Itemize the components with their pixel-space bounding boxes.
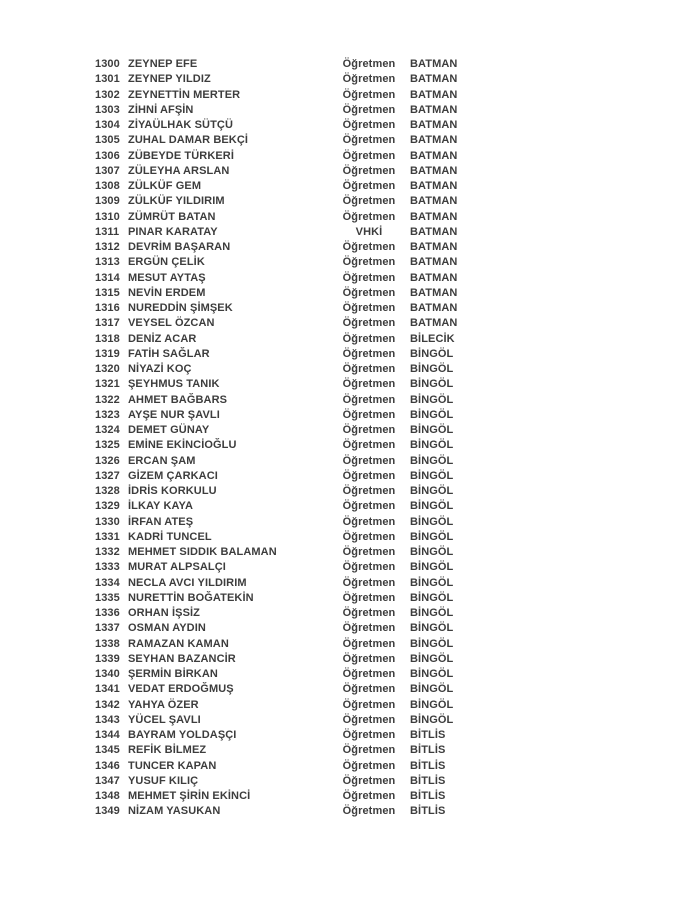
- job-title: Öğretmen: [342, 424, 396, 436]
- row-number: 1341: [95, 683, 120, 696]
- person-name: FATİH SAĞLAR: [128, 347, 210, 360]
- person-name: NURETTİN BOĞATEKİN: [128, 591, 254, 604]
- province-name: BATMAN: [410, 271, 458, 284]
- person-name: GİZEM ÇARKACI: [128, 469, 218, 482]
- province-name: BİNGÖL: [410, 469, 454, 482]
- table-row: [0, 576, 700, 591]
- job-title: Öğretmen: [342, 500, 396, 513]
- person-name: ZÜMRÜT BATAN: [128, 210, 216, 223]
- province-name: BİNGÖL: [410, 515, 454, 528]
- province-name: BİNGÖL: [410, 591, 454, 604]
- table-row: [0, 103, 700, 118]
- province-name: BATMAN: [410, 210, 458, 223]
- row-number: 1317: [95, 317, 120, 330]
- job-title: Öğretmen: [342, 149, 396, 162]
- person-name: TUNCER KAPAN: [128, 759, 217, 772]
- job-title: Öğretmen: [342, 530, 396, 543]
- row-number: 1335: [95, 591, 120, 604]
- table-row: [0, 560, 700, 575]
- province-name: BATMAN: [410, 58, 458, 70]
- person-name: İDRİS KORKULU: [128, 485, 217, 497]
- row-number: 1312: [95, 241, 120, 253]
- person-name: ORHAN İŞSİZ: [128, 607, 200, 619]
- job-title: Öğretmen: [342, 271, 396, 284]
- person-name: İLKAY KAYA: [128, 500, 193, 513]
- job-title: Öğretmen: [342, 439, 396, 452]
- person-name: NEVİN ERDEM: [128, 286, 206, 299]
- table-row: [0, 179, 700, 194]
- row-number: 1338: [95, 637, 120, 650]
- row-number: 1344: [95, 729, 120, 741]
- row-number: 1329: [95, 500, 120, 513]
- province-name: BATMAN: [410, 119, 458, 131]
- job-title: Öğretmen: [342, 286, 396, 299]
- province-name: BİNGÖL: [410, 500, 454, 513]
- job-title: Öğretmen: [342, 363, 396, 375]
- person-name: AYŞE NUR ŞAVLI: [128, 408, 220, 421]
- person-name: YAHYA ÖZER: [128, 698, 199, 711]
- table-row: [0, 362, 700, 377]
- province-name: BATMAN: [410, 241, 458, 253]
- job-title: Öğretmen: [342, 332, 396, 345]
- job-title: Öğretmen: [342, 744, 396, 757]
- row-number: 1343: [95, 713, 120, 726]
- province-name: BİNGÖL: [410, 561, 454, 574]
- person-name: ZEYNETTİN MERTER: [128, 88, 241, 101]
- person-name: NUREDDİN ŞİMŞEK: [128, 302, 233, 314]
- province-name: BİNGÖL: [410, 424, 454, 436]
- table-row: [0, 682, 700, 697]
- table-row: [0, 438, 700, 453]
- province-name: BİTLİS: [410, 774, 446, 787]
- job-title: Öğretmen: [342, 454, 396, 467]
- row-number: 1301: [95, 73, 120, 86]
- table-row: [0, 377, 700, 392]
- person-name: ZEYNEP EFE: [128, 58, 198, 70]
- table-row: [0, 652, 700, 667]
- row-number: 1348: [95, 790, 120, 802]
- province-name: BİNGÖL: [410, 607, 454, 619]
- row-number: 1326: [95, 454, 120, 467]
- table-row: [0, 149, 700, 164]
- table-row: [0, 57, 700, 72]
- table-row: [0, 804, 700, 819]
- province-name: BATMAN: [410, 195, 458, 208]
- province-name: BİNGÖL: [410, 485, 454, 497]
- person-name: EMİNE EKİNCİOĞLU: [128, 439, 237, 452]
- person-name: AHMET BAĞBARS: [128, 393, 228, 406]
- job-title: Öğretmen: [342, 546, 396, 558]
- row-number: 1336: [95, 607, 120, 619]
- job-title: Öğretmen: [342, 256, 396, 269]
- row-number: 1342: [95, 698, 120, 711]
- row-number: 1302: [95, 88, 120, 101]
- province-name: BATMAN: [410, 256, 458, 269]
- job-title: Öğretmen: [342, 134, 396, 147]
- person-name: ZİYAÜLHAK SÜTÇÜ: [128, 119, 233, 131]
- row-number: 1339: [95, 652, 120, 665]
- table-row: [0, 393, 700, 408]
- person-name: RAMAZAN KAMAN: [128, 637, 229, 650]
- table-row: [0, 743, 700, 758]
- person-name: ZÜBEYDE TÜRKERİ: [128, 149, 235, 162]
- province-name: BİTLİS: [410, 790, 446, 802]
- province-name: BİNGÖL: [410, 713, 454, 726]
- row-number: 1308: [95, 180, 120, 192]
- job-title: Öğretmen: [342, 683, 396, 696]
- table-row: [0, 225, 700, 240]
- table-row: [0, 484, 700, 499]
- table-row: [0, 118, 700, 133]
- table-row: [0, 408, 700, 423]
- job-title: Öğretmen: [342, 561, 396, 574]
- row-number: 1323: [95, 408, 120, 421]
- person-name: DEMET GÜNAY: [128, 424, 210, 436]
- province-name: BATMAN: [410, 225, 458, 238]
- row-number: 1320: [95, 363, 120, 375]
- province-name: BATMAN: [410, 317, 458, 330]
- table-row: [0, 789, 700, 804]
- job-title: Öğretmen: [342, 774, 396, 787]
- province-name: BİNGÖL: [410, 637, 454, 650]
- person-name: DENİZ ACAR: [128, 332, 197, 345]
- table-row: [0, 316, 700, 331]
- person-name: YÜCEL ŞAVLI: [128, 713, 201, 726]
- row-number: 1300: [95, 58, 120, 70]
- row-number: 1325: [95, 439, 120, 452]
- person-name: MURAT ALPSALÇI: [128, 561, 226, 574]
- job-title: Öğretmen: [342, 576, 396, 589]
- table-row: [0, 194, 700, 209]
- person-name: MESUT AYTAŞ: [128, 271, 206, 284]
- person-name: ZİHNİ AFŞİN: [128, 103, 194, 116]
- row-number: 1324: [95, 424, 120, 436]
- province-name: BİNGÖL: [410, 576, 454, 589]
- job-title: Öğretmen: [342, 210, 396, 223]
- row-number: 1333: [95, 561, 120, 574]
- row-number: 1349: [95, 805, 120, 818]
- province-name: BİTLİS: [410, 759, 446, 772]
- table-row: [0, 454, 700, 469]
- row-number: 1332: [95, 546, 120, 558]
- row-number: 1306: [95, 149, 120, 162]
- row-number: 1347: [95, 774, 120, 787]
- job-title: Öğretmen: [342, 73, 396, 86]
- person-name: MEHMET ŞİRİN EKİNCİ: [128, 790, 251, 802]
- job-title: Öğretmen: [342, 805, 396, 818]
- row-number: 1345: [95, 744, 120, 757]
- table-row: [0, 713, 700, 728]
- table-row: [0, 667, 700, 682]
- row-number: 1304: [95, 119, 120, 131]
- province-name: BİLECİK: [410, 332, 455, 345]
- person-name: REFİK BİLMEZ: [128, 744, 207, 757]
- row-number: 1316: [95, 302, 120, 314]
- province-name: BİNGÖL: [410, 683, 454, 696]
- person-name: ZÜLEYHA ARSLAN: [128, 164, 230, 177]
- job-title: Öğretmen: [342, 119, 396, 131]
- person-name: VEYSEL ÖZCAN: [128, 317, 215, 330]
- table-row: [0, 301, 700, 316]
- person-name: ZÜLKÜF YILDIRIM: [128, 195, 225, 208]
- table-row: [0, 271, 700, 286]
- person-name: OSMAN AYDIN: [128, 622, 206, 635]
- row-number: 1330: [95, 515, 120, 528]
- province-name: BİTLİS: [410, 729, 446, 741]
- province-name: BİNGÖL: [410, 393, 454, 406]
- job-title: Öğretmen: [342, 88, 396, 101]
- person-name: ERCAN ŞAM: [128, 454, 196, 467]
- table-row: [0, 240, 700, 255]
- province-name: BİNGÖL: [410, 698, 454, 711]
- person-name: İRFAN ATEŞ: [128, 515, 194, 528]
- person-name: KADRİ TUNCEL: [128, 530, 212, 543]
- province-name: BİNGÖL: [410, 408, 454, 421]
- person-name: YUSUF KILIÇ: [128, 774, 199, 787]
- province-name: BATMAN: [410, 286, 458, 299]
- row-number: 1322: [95, 393, 120, 406]
- table-row: [0, 347, 700, 362]
- table-row: [0, 164, 700, 179]
- person-name: ZÜLKÜF GEM: [128, 180, 202, 192]
- table-row: [0, 133, 700, 148]
- person-name: PINAR KARATAY: [128, 225, 218, 238]
- job-title: Öğretmen: [342, 485, 396, 497]
- province-name: BİNGÖL: [410, 439, 454, 452]
- row-number: 1331: [95, 530, 120, 543]
- row-number: 1307: [95, 164, 120, 177]
- row-number: 1321: [95, 378, 120, 391]
- row-number: 1346: [95, 759, 120, 772]
- person-name: MEHMET SIDDIK BALAMAN: [128, 546, 277, 558]
- person-name: NECLA AVCI YILDIRIM: [128, 576, 247, 589]
- job-title: Öğretmen: [342, 759, 396, 772]
- job-title: Öğretmen: [342, 713, 396, 726]
- province-name: BİNGÖL: [410, 622, 454, 635]
- table-row: [0, 515, 700, 530]
- person-name: DEVRİM BAŞARAN: [128, 241, 231, 253]
- job-title: Öğretmen: [342, 58, 396, 70]
- row-number: 1314: [95, 271, 120, 284]
- row-number: 1340: [95, 668, 120, 680]
- province-name: BİNGÖL: [410, 378, 454, 391]
- job-title: Öğretmen: [342, 393, 396, 406]
- table-row: [0, 591, 700, 606]
- row-number: 1309: [95, 195, 120, 208]
- job-title: Öğretmen: [342, 469, 396, 482]
- province-name: BİNGÖL: [410, 347, 454, 360]
- province-name: BİNGÖL: [410, 652, 454, 665]
- job-title: Öğretmen: [342, 317, 396, 330]
- job-title: Öğretmen: [342, 607, 396, 619]
- job-title: Öğretmen: [342, 668, 396, 680]
- table-row: [0, 759, 700, 774]
- person-name: BAYRAM YOLDAŞÇI: [128, 729, 237, 741]
- province-name: BİNGÖL: [410, 530, 454, 543]
- province-name: BİTLİS: [410, 744, 446, 757]
- row-number: 1311: [95, 225, 120, 238]
- person-name: SEYHAN BAZANCİR: [128, 652, 236, 665]
- province-name: BATMAN: [410, 88, 458, 101]
- table-row: [0, 728, 700, 743]
- table-row: [0, 774, 700, 789]
- row-number: 1334: [95, 576, 120, 589]
- person-name: ZUHAL DAMAR BEKÇİ: [128, 134, 249, 147]
- job-title: Öğretmen: [342, 164, 396, 177]
- person-name: ŞERMİN BİRKAN: [128, 668, 218, 680]
- table-row: [0, 88, 700, 103]
- table-row: [0, 606, 700, 621]
- row-number: 1313: [95, 256, 120, 269]
- table-row: [0, 637, 700, 652]
- table-row: [0, 621, 700, 636]
- row-list: [0, 57, 700, 820]
- table-row: [0, 545, 700, 560]
- table-row: [0, 530, 700, 545]
- job-title: Öğretmen: [342, 652, 396, 665]
- province-name: BİTLİS: [410, 805, 446, 818]
- row-number: 1319: [95, 347, 120, 360]
- job-title: Öğretmen: [342, 591, 396, 604]
- row-number: 1315: [95, 286, 120, 299]
- row-number: 1303: [95, 103, 120, 116]
- person-name: NİYAZİ KOÇ: [128, 363, 192, 375]
- job-title: Öğretmen: [342, 408, 396, 421]
- job-title: Öğretmen: [342, 302, 396, 314]
- province-name: BATMAN: [410, 149, 458, 162]
- job-title: Öğretmen: [342, 378, 396, 391]
- person-name: ERGÜN ÇELİK: [128, 256, 205, 269]
- province-name: BATMAN: [410, 134, 458, 147]
- job-title: Öğretmen: [342, 180, 396, 192]
- table-row: [0, 332, 700, 347]
- row-number: 1327: [95, 469, 120, 482]
- job-title: Öğretmen: [342, 637, 396, 650]
- province-name: BİNGÖL: [410, 668, 454, 680]
- table-row: [0, 698, 700, 713]
- province-name: BATMAN: [410, 302, 458, 314]
- row-number: 1318: [95, 332, 120, 345]
- province-name: BİNGÖL: [410, 546, 454, 558]
- table-row: [0, 286, 700, 301]
- person-name: ŞEYHMUS TANIK: [128, 378, 220, 391]
- province-name: BİNGÖL: [410, 454, 454, 467]
- row-number: 1310: [95, 210, 120, 223]
- job-title: Öğretmen: [342, 515, 396, 528]
- province-name: BİNGÖL: [410, 363, 454, 375]
- province-name: BATMAN: [410, 103, 458, 116]
- person-name: ZEYNEP YILDIZ: [128, 73, 211, 86]
- person-name: VEDAT ERDOĞMUŞ: [128, 683, 234, 696]
- province-name: BATMAN: [410, 73, 458, 86]
- table-row: [0, 499, 700, 514]
- job-title: Öğretmen: [342, 195, 396, 208]
- person-name: NİZAM YASUKAN: [128, 805, 221, 818]
- row-number: 1305: [95, 134, 120, 147]
- province-name: BATMAN: [410, 164, 458, 177]
- job-title: Öğretmen: [342, 103, 396, 116]
- job-title: Öğretmen: [342, 347, 396, 360]
- table-row: [0, 423, 700, 438]
- table-row: [0, 72, 700, 87]
- row-number: 1337: [95, 622, 120, 635]
- job-title: Öğretmen: [342, 622, 396, 635]
- table-row: [0, 210, 700, 225]
- job-title: Öğretmen: [342, 790, 396, 802]
- job-title: Öğretmen: [342, 241, 396, 253]
- job-title: VHKİ: [355, 225, 383, 238]
- row-number: 1328: [95, 485, 120, 497]
- job-title: Öğretmen: [342, 698, 396, 711]
- province-name: BATMAN: [410, 180, 458, 192]
- table-row: [0, 469, 700, 484]
- table-row: [0, 255, 700, 270]
- job-title: Öğretmen: [342, 729, 396, 741]
